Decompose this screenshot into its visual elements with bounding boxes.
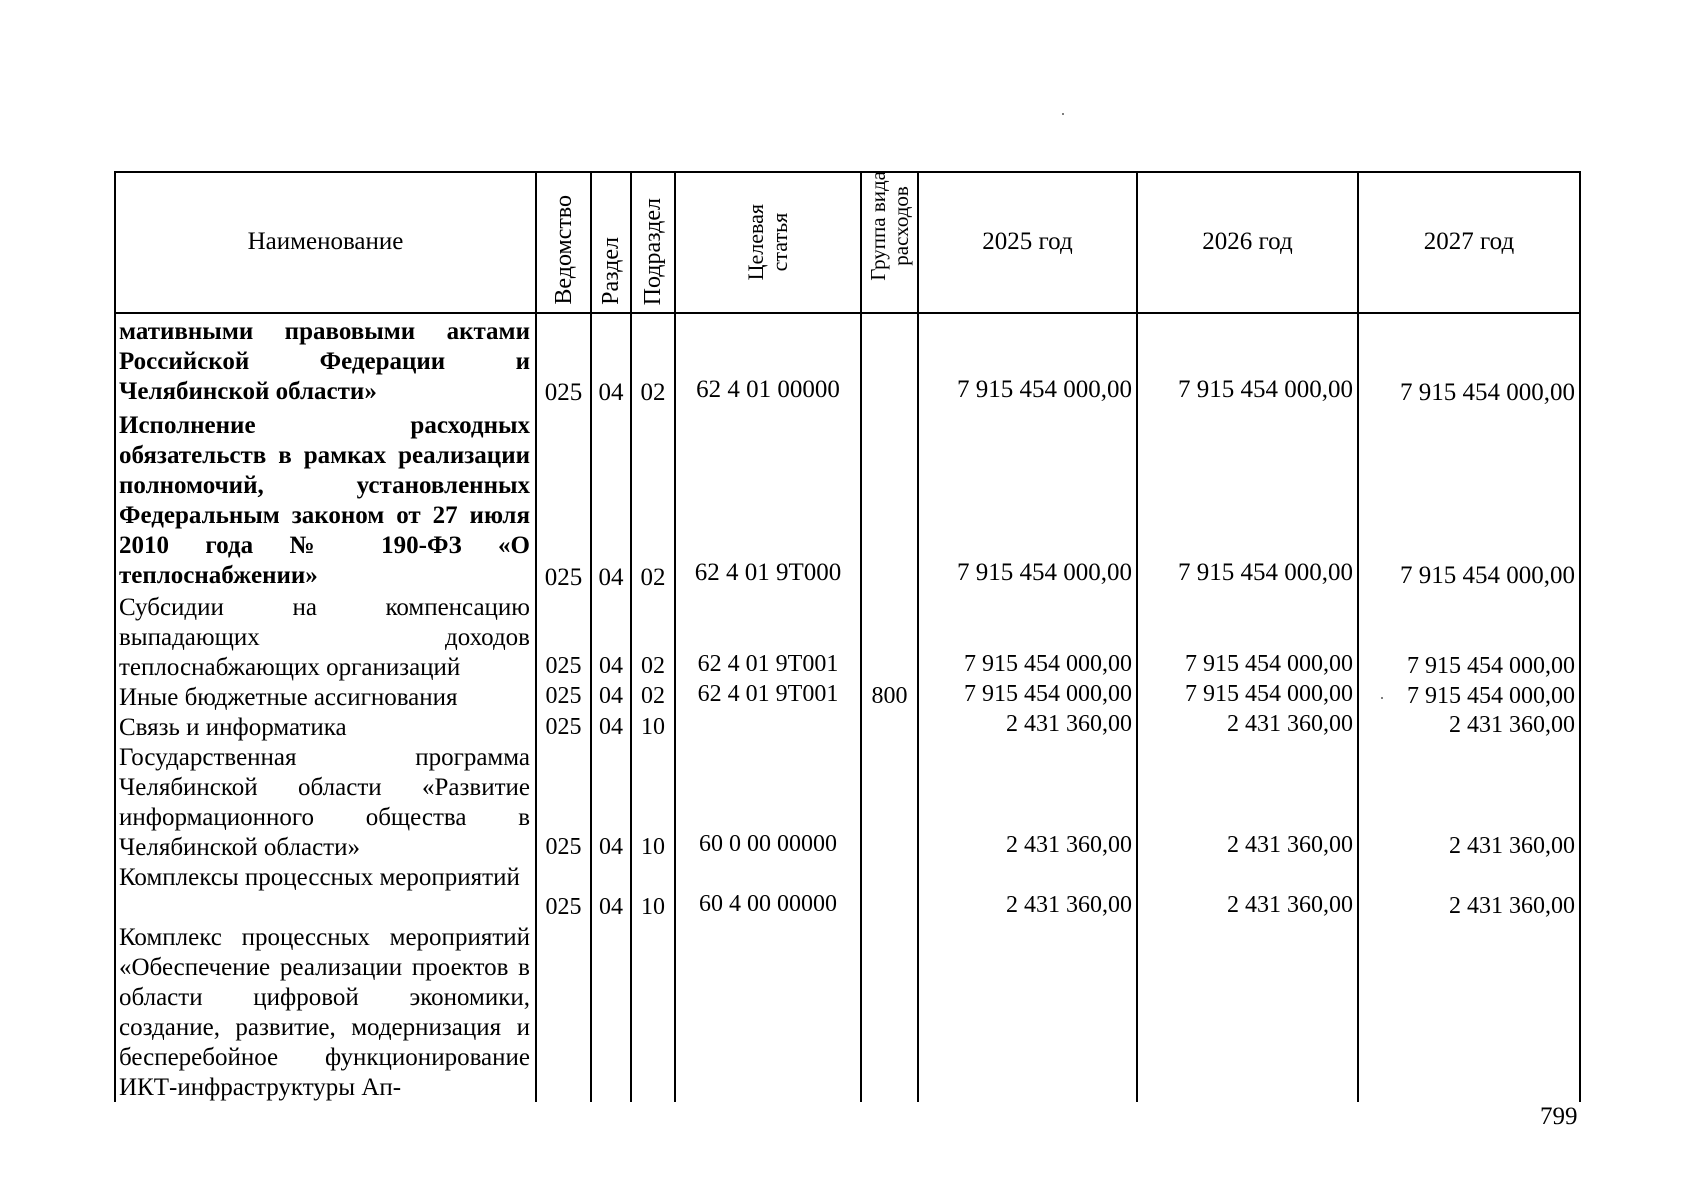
row-0-razdel: 04 (598, 379, 624, 406)
row-7-name: Комплекс процессных мероприятий «Обеспечение реализации проектов в области цифровой экономики, создание, развитие, модернизация и бесперебойное функционирование ИКТ-инфраструктуры Ап- (119, 924, 530, 1101)
row-2-vedomstvo: 025 (545, 653, 582, 679)
row-6-2027: 2 431 360,00 (1449, 893, 1575, 919)
scan-speck (1381, 697, 1383, 699)
row-2-razdel: 04 (599, 653, 623, 679)
header-razdel: Раздел (598, 237, 624, 305)
header-2026: 2026 год (1202, 228, 1293, 255)
row-5-2026: 2 431 360,00 (1227, 832, 1353, 858)
row-3-2026: 7 915 454 000,00 (1185, 681, 1353, 707)
row-6-razdel: 04 (599, 894, 623, 920)
row-0-vedomstvo: 025 (544, 379, 583, 406)
header-celevaya-cell (675, 171, 861, 313)
scan-speck (1062, 113, 1064, 115)
row-4-2026: 2 431 360,00 (1227, 711, 1353, 737)
row-5-2027: 2 431 360,00 (1449, 833, 1575, 859)
row-6-celevaya: 60 4 00 00000 (699, 891, 837, 917)
row-4-podrazdel: 10 (641, 714, 665, 740)
row-6-podrazdel: 10 (641, 894, 665, 920)
row-1-2025: 7 915 454 000,00 (957, 559, 1132, 586)
row-2-name: Субсидии на компенсацию выпадающих доходов теплоснабжающих организаций (119, 594, 530, 681)
row-1-celevaya: 62 4 01 9Т000 (694, 559, 842, 586)
row-2-2027: 7 915 454 000,00 (1407, 653, 1575, 679)
row-5-vedomstvo: 025 (545, 834, 582, 860)
row-3-2027: 7 915 454 000,00 (1407, 683, 1575, 709)
row-3-razdel: 04 (599, 683, 623, 709)
row-1-vedomstvo: 025 (544, 564, 583, 591)
header-gruppa-line2: расходов (888, 186, 913, 266)
row-4-2027: 2 431 360,00 (1449, 712, 1575, 738)
header-gruppa-cell (861, 171, 918, 313)
row-4-razdel: 04 (599, 714, 623, 740)
row-2-podrazdel: 02 (641, 653, 665, 679)
row-3-celevaya: 62 4 01 9Т001 (697, 681, 839, 707)
row-1-razdel: 04 (598, 564, 624, 591)
row-4-name: Связь и информатика (119, 714, 347, 741)
row-2-2025: 7 915 454 000,00 (964, 651, 1132, 677)
header-gruppa-line1: Группа вида (865, 171, 890, 281)
row-0-celevaya: 62 4 01 00000 (696, 376, 840, 403)
row-1-2027: 7 915 454 000,00 (1400, 562, 1575, 589)
row-5-name: Государственная программа Челябинской области «Развитие информационного общества в Челябинской области» (119, 744, 530, 861)
row-2-2026: 7 915 454 000,00 (1185, 651, 1353, 677)
row-6-vedomstvo: 025 (545, 894, 582, 920)
row-6-2026: 2 431 360,00 (1227, 892, 1353, 918)
row-1-podrazdel: 02 (640, 564, 666, 591)
row-0-name: мативными правовыми актами Российской Федерации и Челябинской области» (119, 318, 530, 405)
header-podrazdel-cell (631, 171, 675, 313)
row-3-vedomstvo: 025 (545, 683, 582, 709)
header-2027: 2027 год (1423, 228, 1515, 255)
row-1-name: Исполнение расходных обязательств в рамках реализации полномочий, установленных Федеральным законом от 27 июля 2010 года № 190-ФЗ «О теплоснабжении» (119, 412, 530, 589)
row-3-gruppa: 800 (871, 683, 908, 709)
row-4-vedomstvo: 025 (545, 714, 582, 740)
page-number: 799 (1540, 1103, 1578, 1130)
row-3-name: Иные бюджетные ассигнования (119, 684, 458, 711)
row-0-2025: 7 915 454 000,00 (957, 376, 1132, 403)
row-1-2026: 7 915 454 000,00 (1178, 559, 1353, 586)
header-vedomstvo: Ведомство (550, 195, 577, 305)
row-2-celevaya: 62 4 01 9Т001 (697, 651, 839, 677)
header-vedomstvo-cell (536, 171, 591, 313)
header-celevaya (744, 204, 792, 280)
row-0-2027: 7 915 454 000,00 (1400, 379, 1575, 406)
row-5-2025: 2 431 360,00 (1006, 832, 1132, 858)
row-6-name: Комплексы процессных мероприятий (119, 864, 520, 891)
row-0-podrazdel: 02 (640, 379, 666, 406)
row-3-podrazdel: 02 (641, 683, 665, 709)
row-4-2025: 2 431 360,00 (1006, 711, 1132, 737)
header-celevaya-line1: Целевая (743, 203, 768, 281)
row-5-razdel: 04 (599, 834, 623, 860)
header-podrazdel: Подраздел (640, 197, 666, 305)
row-5-celevaya: 60 0 00 00000 (699, 831, 837, 857)
row-5-podrazdel: 10 (641, 834, 665, 860)
header-gruppa (867, 171, 913, 281)
row-6-2025: 2 431 360,00 (1006, 892, 1132, 918)
header-name: Наименование (247, 228, 404, 255)
header-celevaya-line2: статья (767, 212, 792, 272)
header-2025: 2025 год (982, 228, 1073, 255)
row-0-2026: 7 915 454 000,00 (1178, 376, 1353, 403)
header-razdel-cell (591, 171, 631, 313)
row-3-2025: 7 915 454 000,00 (964, 681, 1132, 707)
